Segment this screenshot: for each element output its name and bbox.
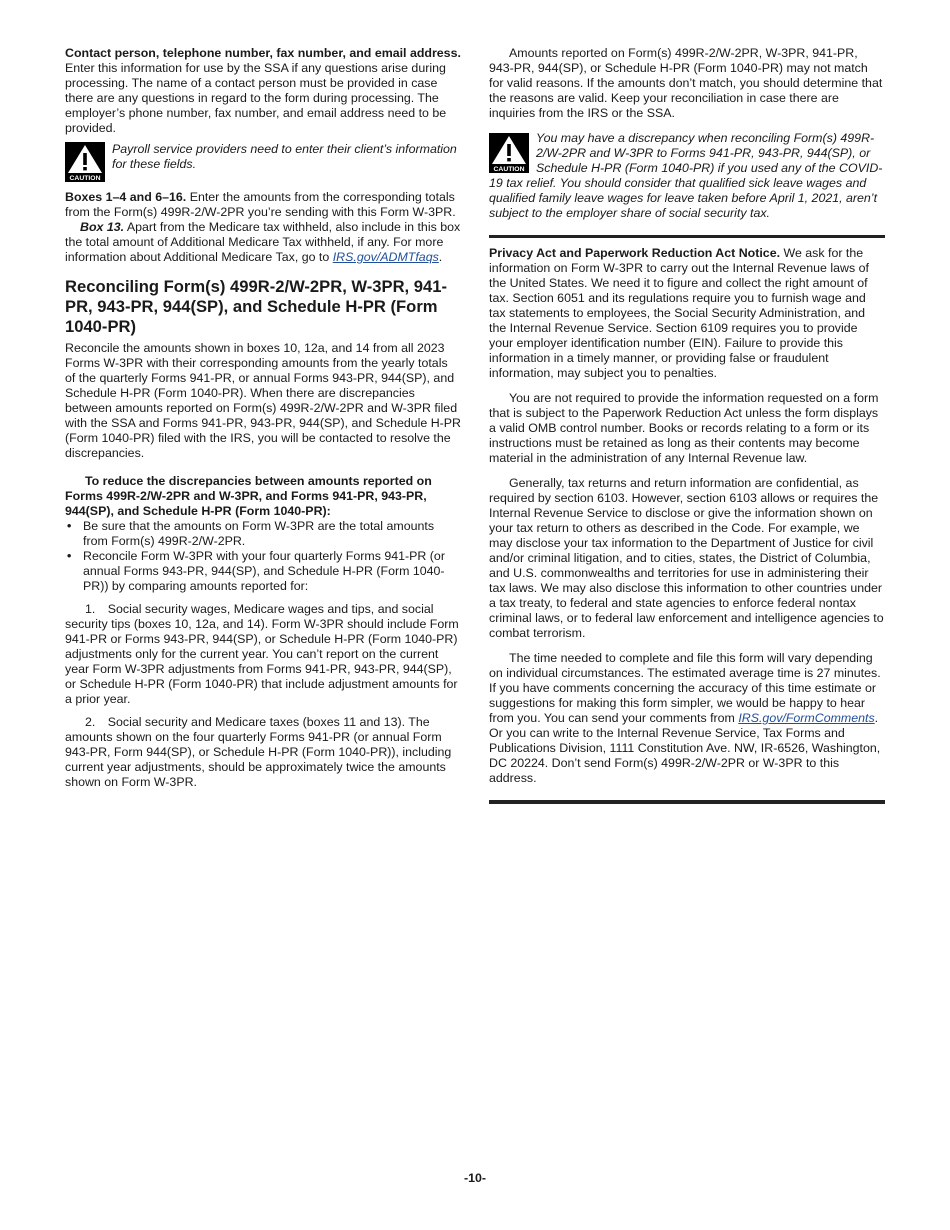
section-divider	[489, 235, 885, 238]
time-text-after: . Or you can write to the Internal Revenue Service, Tax Forms and Publications Division, 1111 Constitution Ave. NW, IR-6526, Washington, DC 20224. Don’t send Form(s) 499R-2/W-2PR or W-3PR to this address.	[489, 711, 881, 785]
box13-heading: Box 13.	[80, 220, 125, 234]
page-number: -10-	[463, 1171, 487, 1185]
caution-icon	[65, 142, 105, 182]
bullet-icon: •	[67, 519, 72, 533]
numbered-item-1: 1. Social security wages, Medicare wages and tips, and social security tips (boxes 10, 12a, and 14). Form W-3PR should include Form 941-PR or Forms 943-PR, 944(SP), or Schedule H-PR (Form 1040-PR) adjustments only for the current year. You can’t report on the current year Form W-3PR adjustments from Forms 941-PR, 943-PR, 944(SP), or Schedule H-PR (Form 1040-PR) that include adjustment amounts for a prior year.	[65, 602, 459, 706]
contact-paragraph	[65, 46, 461, 136]
reconcile-section-title: Reconciling Form(s) 499R-2/W-2PR, W-3PR, 941-PR, 943-PR, 944(SP), and Schedule H-PR (Form 1040-PR)	[65, 277, 447, 336]
bullet-item	[65, 519, 461, 549]
right-column	[489, 46, 885, 804]
time-paragraph	[489, 651, 885, 786]
caution-icon-label: CAUTION	[493, 166, 525, 173]
caution-note-payroll	[65, 142, 461, 182]
time-text-before: The time needed to complete and file this form will vary depending on individual circumstances. The estimated average time is 27 minutes. If you have comments concerning the accuracy of this time estimate or suggestions for making this form simpler, we would be happy to hear from you. You can send your comments from	[489, 651, 881, 725]
caution-text: You may have a discrepancy when reconciling Form(s) 499R-2/W-2PR and W-3PR to Forms 941-PR, 943-PR, 944(SP), or Schedule H-PR (Form 1040-PR) if you used any of the COVID-19 tax relief. You should consider that qualified sick leave wages and qualified family leave wages for leave taken before April 1, 2021, aren’t subject to the employer share of social security tax.	[489, 131, 883, 220]
end-divider	[489, 800, 885, 804]
boxes-body: Enter the amounts from the corresponding totals from the Form(s) 499R-2/W-2PR you’re sending with this Form W-3PR.	[65, 190, 456, 219]
box13-body: Apart from the Medicare tax withheld, also include in this box the total amount of Additional Medicare Tax withheld, if any. For more information about Additional Medicare Tax, go to	[65, 220, 461, 264]
bullet-icon: •	[67, 549, 72, 563]
boxes-paragraph	[65, 190, 461, 220]
left-column	[65, 46, 461, 790]
confidential-paragraph: Generally, tax returns and return information are confidential, as required by section 6103. However, section 6103 allows or requires the Internal Revenue Service to disclose or give the information shown on your tax return to others as described in the Code. For example, we may disclose your tax information to the Department of Justice for civil and/or criminal litigation, and to cities, states, the District of Columbia, and U.S. commonwealths and territories for use in administering their tax laws. We may also disclose this information to other countries under a tax treaty, to federal and state agencies to enforce federal nontax criminal laws, or to federal law enforcement and intelligence agencies to combat terrorism.	[489, 476, 884, 640]
bullet-item	[65, 549, 461, 594]
not-required-paragraph: You are not required to provide the information requested on a form that is subject to the Paperwork Reduction Act unless the form displays a valid OMB control number. Books or records relating to a form or its instructions must be retained as long as their contents may become material in the administration of any Internal Revenue law.	[489, 391, 879, 465]
privacy-body: We ask for the information on Form W-3PR to carry out the Internal Revenue laws of the United States. We need it to figure and collect the right amount of tax. Section 6051 and its regulations require you to furnish wage and tax statements to employees, the Social Security Administration, and the Internal Revenue Service. Section 6109 requires you to provide your employer identification number (EIN). Failure to provide this information in a timely manner, or providing false or fraudulent information, may subject you to penalties.	[489, 246, 869, 380]
form-comments-link[interactable]: IRS.gov/FormComments	[738, 711, 875, 725]
caution-text: Payroll service providers need to enter their client’s information for these fields.	[112, 142, 457, 171]
amounts-paragraph: Amounts reported on Form(s) 499R-2/W-2PR, W-3PR, 941-PR, 943-PR, 944(SP), or Schedule H-PR (Form 1040-PR) may not match for valid reasons. If the amounts don’t match, you should determine that the reasons are valid. Keep your reconciliation in case there are inquiries from the IRS or the SSA.	[489, 46, 883, 120]
bullet-text: Reconcile Form W-3PR with your four quarterly Forms 941-PR (or annual Forms 943-PR, 944(SP), and Schedule H-PR (Form 1040-PR)) by comparing amounts reported for:	[83, 549, 445, 593]
bullet-text: Be sure that the amounts on Form W-3PR are the total amounts from Form(s) 499R-2/W-2PR.	[83, 519, 435, 548]
box13-paragraph	[65, 220, 461, 265]
reconcile-paragraph: Reconcile the amounts shown in boxes 10, 12a, and 14 from all 2023 Forms W-3PR with their corresponding amounts from the yearly totals of the quarterly Forms 941-PR, or annual Forms 943-PR, 944(SP), and Schedule H-PR (Form 1040-PR). When there are discrepancies between amounts reported on Form(s) 499R-2/W-2PR and W-3PR filed with the SSA and Forms 941-PR, 943-PR, 944(SP), and Schedule H-PR (Form 1040-PR) filed with the IRS, you will be contacted to resolve the discrepancies.	[65, 341, 462, 460]
admt-faqs-link[interactable]: IRS.gov/ADMTfaqs	[332, 250, 439, 264]
contact-heading: Contact person, telephone number, fax number, and email address.	[65, 46, 461, 60]
numbered-item-2: 2. Social security and Medicare taxes (boxes 11 and 13). The amounts shown on the four quarterly Forms 941-PR (or annual Form 943-PR, Form 944(SP), or Schedule H-PR (Form 1040-PR)), including current year adjustments, should be approximately twice the amounts shown on Form W-3PR.	[65, 715, 452, 789]
box13-end: .	[438, 250, 443, 264]
reduce-heading: To reduce the discrepancies between amounts reported on Forms 499R-2/W-2PR and W-3PR, and Forms 941-PR, 943-PR, 944(SP), and Schedule H-PR (Form 1040-PR):	[65, 474, 432, 518]
caution-icon-label: CAUTION	[69, 175, 101, 182]
caution-icon	[489, 133, 529, 173]
contact-body: Enter this information for use by the SSA if any questions arise during processing. The name of a contact person must be provided in case there are any questions in regard to the form during processing. The employer’s phone number, fax number, and email address need to be provided.	[65, 61, 447, 135]
caution-note-covid	[489, 131, 885, 221]
privacy-heading: Privacy Act and Paperwork Reduction Act Notice.	[489, 246, 781, 260]
privacy-paragraph	[489, 246, 885, 381]
boxes-heading: Boxes 1–4 and 6–16.	[65, 190, 187, 204]
